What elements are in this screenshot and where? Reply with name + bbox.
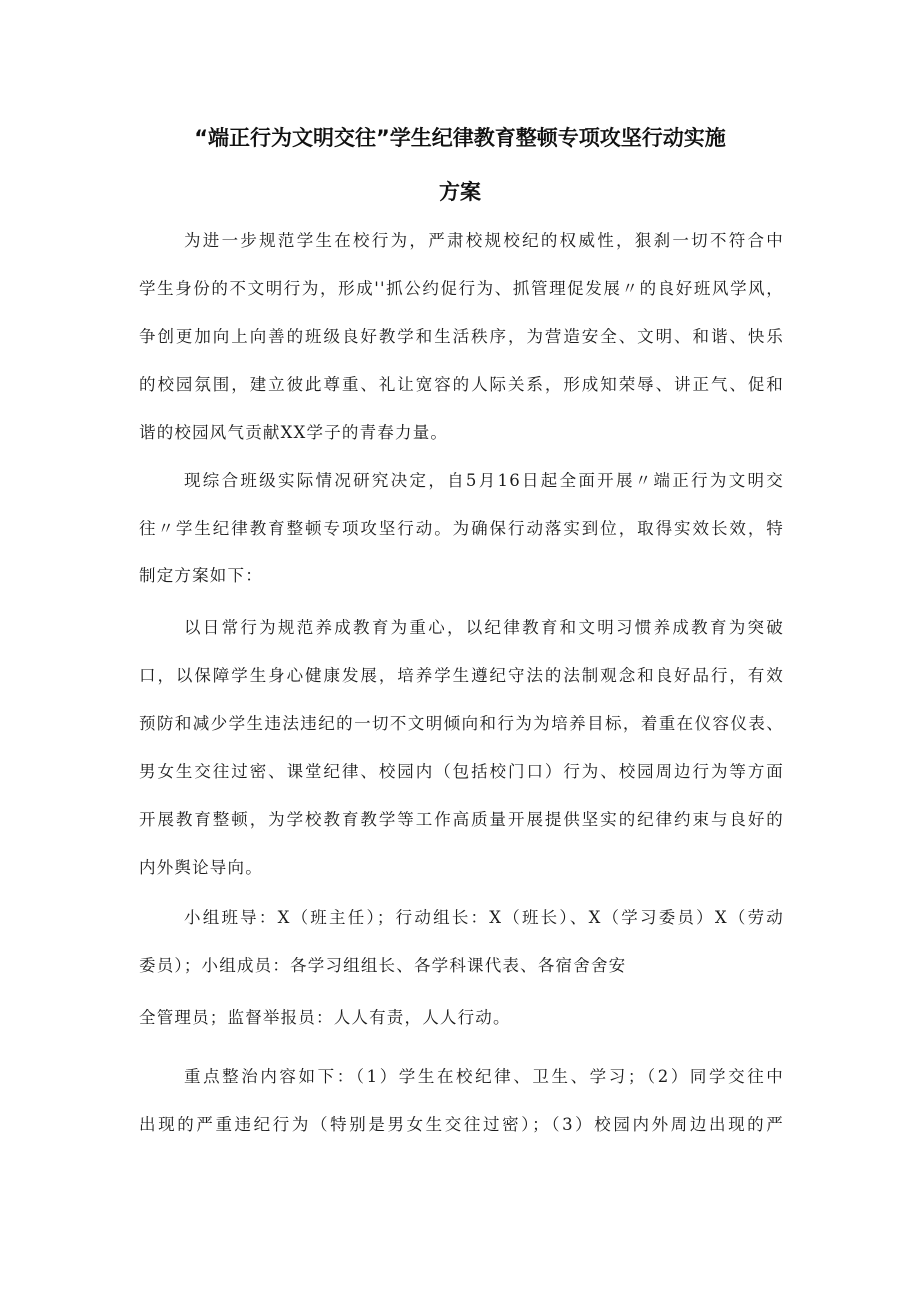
- paragraph-line: 预防和减少学生违法违纪的一切不文明倾向和行为为培养目标，着重在仪容仪表、: [139, 714, 784, 733]
- paragraph-line: 谐的校园风气贡献XX学子的青春力量。: [139, 423, 449, 442]
- paragraph-line: 现综合班级实际情况研究决定，自5月16日起全面开展〃端正行为文明交: [184, 471, 784, 490]
- paragraph-line: 出现的严重违纪行为（特别是男女生交往过密）；（3）校园内外周边出现的严: [139, 1115, 784, 1134]
- paragraph-line: 以日常行为规范养成教育为重心，以纪律教育和文明习惯养成教育为突破: [184, 618, 784, 637]
- document-title-line-2: 方案: [439, 180, 481, 204]
- paragraph-line: 口，以保障学生身心健康发展，培养学生遵纪守法的法制观念和良好品行，有效: [139, 666, 784, 685]
- paragraph-line: 的校园氛围，建立彼此尊重、礼让宽容的人际关系，形成知荣辱、讲正气、促和: [139, 375, 784, 394]
- paragraph-line: 男女生交往过密、课堂纪律、校园内（包括校门口）行为、校园周边行为等方面: [139, 762, 784, 781]
- paragraph-line: 学生身份的不文明行为，形成''抓公约促行为、抓管理促发展〃的良好班风学风，: [139, 279, 784, 298]
- paragraph-line: 开展教育整顿，为学校教育教学等工作高质量开展提供坚实的纪律约束与良好的: [139, 810, 784, 829]
- paragraph-line: 重点整治内容如下：（1）学生在校纪律、卫生、学习；（2）同学交往中: [184, 1067, 784, 1086]
- paragraph-line: 小组班导：X（班主任）；行动组长：X（班长）、X（学习委员）X（劳动: [184, 908, 784, 927]
- paragraph-line: 全管理员；监督举报员：人人有责，人人行动。: [139, 1008, 511, 1027]
- document-title-line-1: “端正行为文明交往”学生纪律教育整顿专项攻坚行动实施: [194, 126, 726, 150]
- paragraph-line: 制定方案如下：: [139, 566, 263, 585]
- paragraph-line: 内外舆论导向。: [139, 858, 263, 877]
- paragraph-line: 为进一步规范学生在校行为，严肃校规校纪的权威性，狠刹一切不符合中: [184, 231, 784, 250]
- paragraph-line: 争创更加向上向善的班级良好教学和生活秩序，为营造安全、文明、和谐、快乐: [139, 327, 784, 346]
- paragraph-line: 往〃学生纪律教育整顿专项攻坚行动。为确保行动落实到位，取得实效长效，特: [139, 519, 784, 538]
- paragraph-line: 委员）；小组成员：各学习组组长、各学科课代表、各宿舍舍安: [139, 956, 627, 975]
